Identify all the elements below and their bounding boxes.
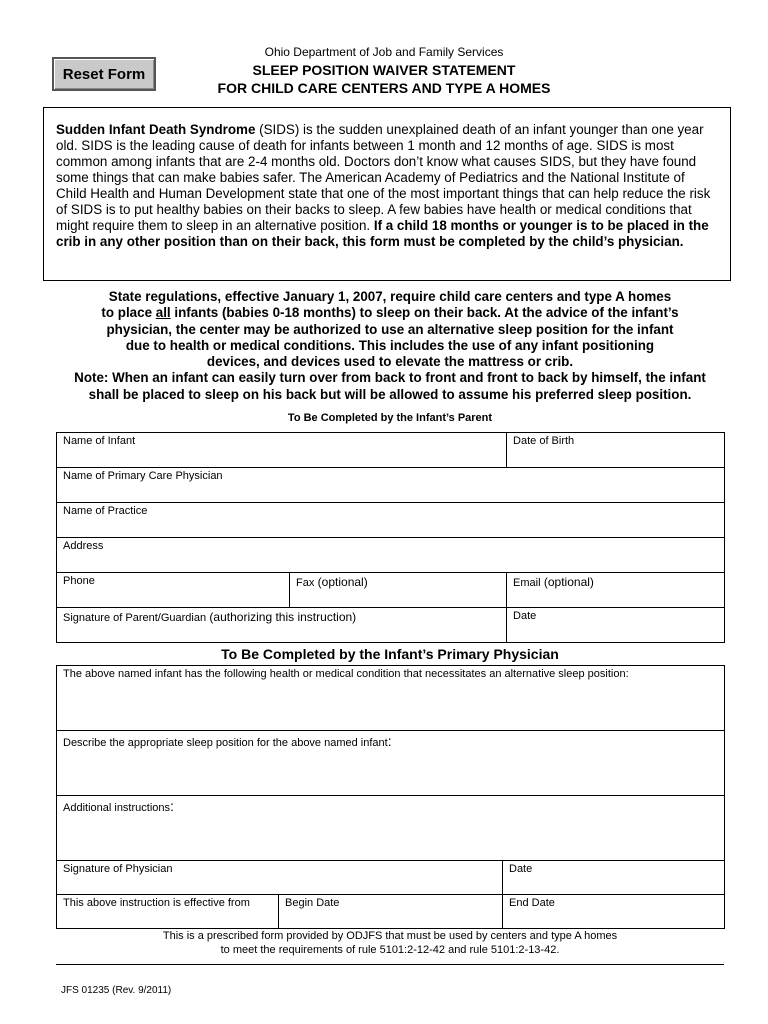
physician-form-table bbox=[56, 665, 725, 929]
medical-condition-field[interactable]: The above named infant has the following health or medical condition that necessitates an alternative sleep position: bbox=[57, 666, 725, 731]
parent-date-field[interactable]: Date bbox=[507, 608, 725, 643]
regs-line3: physician, the center may be authorized to use an alternative sleep position for the infant bbox=[106, 321, 674, 337]
regs-note2: shall be placed to sleep on his back but will be allowed to assume his preferred sleep position. bbox=[88, 386, 692, 402]
regs-note1: Note: When an infant can easily turn over from back to front and front to back by himself, the infant bbox=[74, 370, 706, 386]
regs-line4: due to health or medical conditions. This includes the use of any infant positioning bbox=[125, 337, 655, 353]
regulations-statement bbox=[40, 289, 740, 403]
sleep-position-field[interactable]: Describe the appropriate sleep position for the above named infant: bbox=[57, 731, 725, 796]
form-title-line2: FOR CHILD CARE CENTERS AND TYPE A HOMES bbox=[217, 80, 551, 96]
physician-section-title: To Be Completed by the Infant’s Primary Physician bbox=[221, 646, 559, 662]
reset-form-button[interactable]: Reset Form bbox=[52, 57, 156, 91]
form-title-line1: SLEEP POSITION WAIVER STATEMENT bbox=[252, 62, 516, 78]
form-id: JFS 01235 (Rev. 9/2011) bbox=[61, 985, 172, 996]
date-of-birth-field[interactable]: Date of Birth bbox=[507, 433, 725, 468]
regs-line1: State regulations, effective January 1, 2007, require child care centers and type A homes bbox=[108, 289, 672, 304]
physician-date-field[interactable]: Date bbox=[503, 861, 725, 895]
phone-field[interactable]: Phone bbox=[57, 573, 290, 608]
end-date-field[interactable]: End Date bbox=[503, 895, 725, 929]
additional-instructions-field[interactable]: Additional instructions: bbox=[57, 796, 725, 861]
fax-field[interactable]: Fax (optional) bbox=[290, 573, 507, 608]
effective-from-label: This above instruction is effective from bbox=[57, 895, 279, 929]
agency-name: Ohio Department of Job and Family Services bbox=[264, 45, 504, 59]
name-of-infant-field[interactable]: Name of Infant bbox=[57, 433, 507, 468]
sids-text: (SIDS) is the sudden unexplained death of an infant younger than one year old. SIDS is the leading cause of death for infants between 1 month and 12 months of age. SIDS is most common among infants that are 2-4 months old. Doctors don’t know what causes SIDS, but they have found some things that can make babies safer. The American Academy of Pediatrics and the National Institute of Child Health and Human Development state that one of the most important things that can help reduce the risk of SIDS is to put healthy babies on their backs to sleep. A few babies have health or medical conditions that might require them to sleep in an alternative position. bbox=[56, 122, 711, 233]
physician-signature-field[interactable]: Signature of Physician bbox=[57, 861, 503, 895]
parent-section-title: To Be Completed by the Infant’s Parent bbox=[287, 412, 493, 424]
begin-date-field[interactable]: Begin Date bbox=[279, 895, 503, 929]
regs-all: all bbox=[155, 305, 171, 321]
footer-divider bbox=[56, 964, 724, 965]
sids-info-box bbox=[43, 107, 731, 281]
footer-line2: to meet the requirements of rule 5101:2-12-42 and rule 5101:2-13-42. bbox=[220, 944, 560, 956]
regs-line5: devices, and devices used to elevate the mattress or crib. bbox=[206, 354, 574, 370]
name-of-practice-field[interactable]: Name of Practice bbox=[57, 503, 725, 538]
sids-bold-tail: If a child 18 months or younger is to be placed in the crib in any other position than on their back, this form must be completed by the child’s physician. bbox=[56, 218, 709, 249]
parent-signature-field[interactable]: Signature of Parent/Guardian (authorizing this instruction) bbox=[57, 608, 507, 643]
email-field[interactable]: Email (optional) bbox=[507, 573, 725, 608]
prescribed-form-note bbox=[0, 929, 768, 957]
address-field[interactable]: Address bbox=[57, 538, 725, 573]
footer-line1: This is a prescribed form provided by ODJFS that must be used by centers and type A homes bbox=[162, 930, 618, 942]
parent-form-table bbox=[56, 432, 725, 643]
primary-care-physician-field[interactable]: Name of Primary Care Physician bbox=[57, 468, 725, 503]
regs-line2: to place all infants (babies 0-18 months) to sleep on their back. At the advice of the infant’s bbox=[101, 305, 679, 321]
sids-lead: Sudden Infant Death Syndrome bbox=[56, 122, 256, 137]
